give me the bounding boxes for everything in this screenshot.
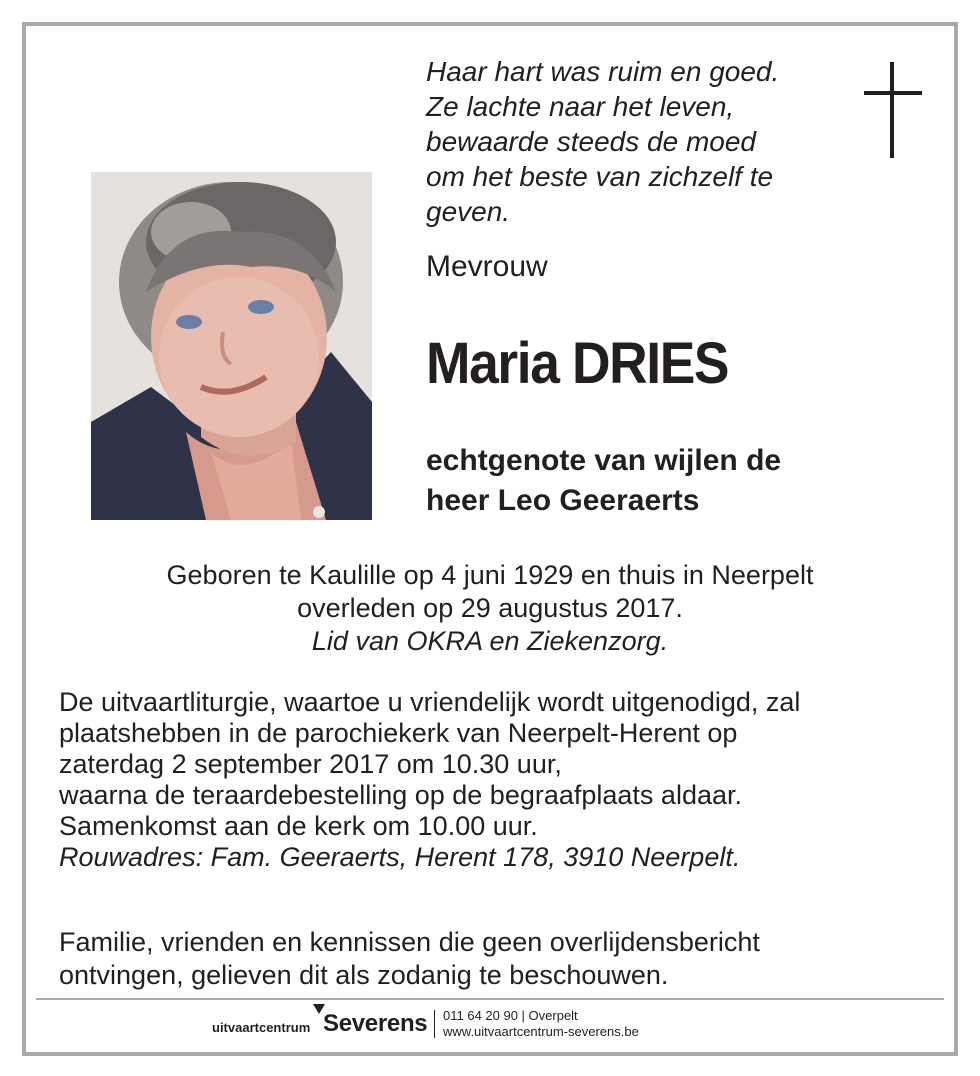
poem-line: Ze lachte naar het leven,: [426, 91, 735, 122]
funeral-line: zaterdag 2 september 2017 om 10.30 uur,: [59, 749, 562, 779]
honorific: Mevrouw: [426, 250, 548, 283]
poem-line: om het beste van zichzelf te: [426, 161, 774, 192]
relation: [426, 441, 886, 521]
contact-website[interactable]: www.uitvaartcentrum-severens.be: [443, 1024, 639, 1039]
closing-line: Familie, vrienden en kennissen die geen overlijdensbericht: [59, 927, 760, 957]
birth-death-block: [40, 559, 940, 658]
deceased-name: Maria DRIES: [426, 331, 729, 396]
birth-line: Geboren te Kaulille op 4 juni 1929 en thuis in Neerpelt: [166, 560, 814, 590]
death-line: overleden op 29 augustus 2017.: [297, 593, 683, 623]
contact-info: [443, 1008, 639, 1040]
logo-name: Severens: [323, 1010, 428, 1037]
funeral-line: plaatshebben in de parochiekerk van Neerpelt-Herent op: [59, 718, 738, 748]
logo-separator: [434, 1010, 435, 1038]
poem: [426, 54, 846, 229]
relation-line: heer Leo Geeraerts: [426, 484, 700, 517]
funeral-line: Samenkomst aan de kerk om 10.00 uur.: [59, 811, 538, 841]
membership-line: Lid van OKRA en Ziekenzorg.: [311, 626, 669, 656]
poem-line: geven.: [426, 196, 511, 227]
latin-cross-icon: [864, 62, 922, 158]
portrait-photo: [91, 172, 372, 520]
contact-phone: 011 64 20 90 | Overpelt: [443, 1008, 578, 1023]
closing-line: ontvingen, gelieven dit als zodanig te beschouwen.: [59, 960, 669, 990]
funeral-details: [59, 687, 939, 873]
relation-line: echtgenote van wijlen de: [426, 444, 782, 477]
funeral-line: De uitvaartliturgie, waartoe u vriendelijk wordt uitgenodigd, zal: [59, 687, 801, 717]
poem-line: Haar hart was ruim en goed.: [426, 56, 780, 87]
closing-note: [59, 926, 939, 992]
funeral-line: waarna de teraardebestelling op de begraafplaats aldaar.: [59, 780, 742, 810]
poem-line: bewaarde steeds de moed: [426, 126, 756, 157]
logo-subtitle: uitvaartcentrum: [212, 1020, 311, 1035]
footer-divider: [36, 998, 944, 1000]
mourning-address: Rouwadres: Fam. Geeraerts, Herent 178, 3910 Neerpelt.: [59, 842, 741, 872]
